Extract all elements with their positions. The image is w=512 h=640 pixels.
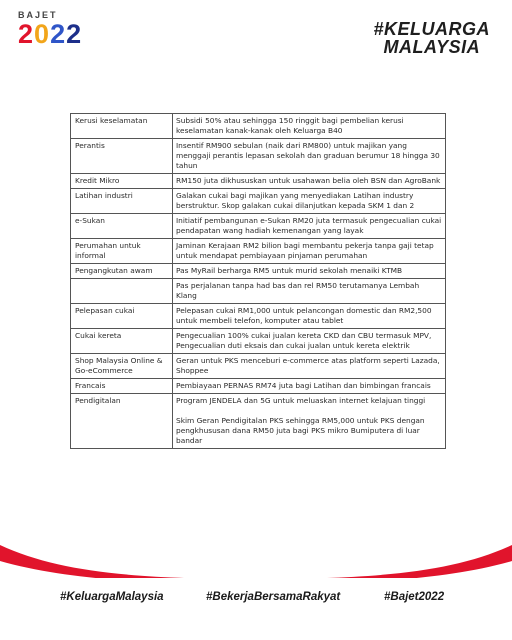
- measure-detail-text: Insentif RM900 sebulan (naik dari RM800) untuk majikan yang menggaji perantis lepasan sekolah dan graduan berumur 18 hingga 30 tahun: [176, 141, 440, 170]
- measure-detail-text: Pelepasan cukai RM1,000 untuk pelancongan domestic dan RM2,500 untuk membeli telefon, komputer atau tablet: [176, 306, 432, 325]
- measure-name-cell: Pendigitalan: [71, 394, 173, 449]
- hashtag-keluarga-malaysia: #KeluargaMalaysia: [60, 591, 164, 603]
- measure-detail-text: Pengecualian duti eksais dan cukai jualan untuk kereta elektrik: [176, 341, 410, 350]
- year-digit: 2: [18, 19, 35, 49]
- budget-measures-table: [70, 113, 446, 449]
- measure-details-cell: [173, 304, 446, 329]
- measure-detail-text: Galakan cukai bagi majikan yang menyediakan Latihan industry berstruktur. Skop galakan cukai dilanjutkan kepada SKM 1 dan 2: [176, 191, 415, 210]
- keluarga-malaysia-logo-line1: #KELUARGA: [373, 19, 490, 39]
- measure-name-cell: Francais: [71, 379, 173, 394]
- measure-detail-text: Jaminan Kerajaan RM2 bilion bagi membantu pekerja tanpa gaji tetap untuk mendapat pembiayaan pinjaman perumahan: [176, 241, 434, 260]
- measure-detail-text: Initiatif pembangunan e-Sukan RM20 juta termasuk pengecualian cukai pendapatan wang hadiah kemenangan yang layak: [176, 216, 442, 235]
- hashtag-bekerja-bersama-rakyat: #BekerjaBersamaRakyat: [206, 591, 341, 603]
- table-row: [71, 304, 446, 329]
- measure-detail-text: Skim Geran Pendigitalan PKS sehingga RM5,000 untuk PKS dengan pengkhususan dana RM50 juta bagi PKS mikro Bumiputera di luar bandar: [176, 416, 425, 445]
- table-body: [71, 114, 446, 449]
- bajet-2022-logo: [18, 10, 82, 48]
- table-row: [71, 214, 446, 239]
- measure-name-cell: [71, 279, 173, 304]
- measure-detail-text: Pas perjalanan tanpa had bas dan rel RM50 terutamanya Lembah Klang: [176, 281, 420, 300]
- measure-details-cell: [173, 114, 446, 139]
- measure-name-cell: Pelepasan cukai: [71, 304, 173, 329]
- measure-detail-text: Program JENDELA dan 5G untuk meluaskan internet kelajuan tinggi: [176, 396, 426, 405]
- table-row: [71, 174, 446, 189]
- bajet-label: BAJET: [18, 10, 58, 20]
- measure-detail-text: Pas MyRail berharga RM5 untuk murid sekolah menaiki KTMB: [176, 266, 403, 275]
- table-row: [71, 354, 446, 379]
- measure-detail-text: RM150 juta dikhususkan untuk usahawan belia oleh BSN dan AgroBank: [176, 176, 441, 185]
- table-row: [71, 189, 446, 214]
- table-row: [71, 279, 446, 304]
- measure-details-cell: [173, 264, 446, 279]
- footer: [0, 578, 512, 640]
- table-row: [71, 239, 446, 264]
- measure-name-cell: Cukai kereta: [71, 329, 173, 354]
- measure-name-cell: Perumahan untuk informal: [71, 239, 173, 264]
- measure-detail-text: Geran untuk PKS menceburi e-commerce atas platform seperti Lazada, Shoppee: [176, 356, 440, 375]
- measure-details-cell: [173, 139, 446, 174]
- footer-red-wave: [0, 535, 512, 580]
- measure-detail-text: Pengecualian 100% cukai jualan kereta CKD dan CBU termasuk MPV,: [176, 331, 432, 340]
- measure-name-cell: Latihan industri: [71, 189, 173, 214]
- year-digit: 2: [50, 19, 67, 49]
- measure-detail-text: Pembiayaan PERNAS RM74 juta bagi Latihan dan bimbingan francais: [176, 381, 431, 390]
- keluarga-malaysia-logo-line2: MALAYSIA: [383, 37, 481, 57]
- table-row: [71, 114, 446, 139]
- measure-details-cell: [173, 189, 446, 214]
- year-digit: 2: [66, 19, 83, 49]
- measure-details-cell: [173, 239, 446, 264]
- measure-name-cell: Perantis: [71, 139, 173, 174]
- measure-details-cell: [173, 394, 446, 449]
- bajet-year: [18, 21, 82, 48]
- measure-details-cell: [173, 354, 446, 379]
- measure-details-cell: [173, 174, 446, 189]
- measure-detail-text: Subsidi 50% atau sehingga 150 ringgit bagi pembelian kerusi keselamatan kanak-kanak oleh Keluarga B40: [176, 116, 404, 135]
- measure-name-cell: e-Sukan: [71, 214, 173, 239]
- table-row: [71, 139, 446, 174]
- table-row: [71, 394, 446, 449]
- measure-details-cell: [173, 379, 446, 394]
- keluarga-malaysia-logo: [373, 20, 490, 56]
- measure-name-cell: Kredit Mikro: [71, 174, 173, 189]
- table-row: [71, 264, 446, 279]
- measure-details-cell: [173, 329, 446, 354]
- measure-details-cell: [173, 214, 446, 239]
- measure-details-cell: [173, 279, 446, 304]
- table-row: [71, 329, 446, 354]
- hashtag-bajet-2022: #Bajet2022: [384, 591, 445, 603]
- measure-name-cell: Shop Malaysia Online & Go-eCommerce: [71, 354, 173, 379]
- measure-name-cell: Kerusi keselamatan: [71, 114, 173, 139]
- measure-name-cell: Pengangkutan awam: [71, 264, 173, 279]
- table-row: [71, 379, 446, 394]
- year-digit: 0: [34, 19, 51, 49]
